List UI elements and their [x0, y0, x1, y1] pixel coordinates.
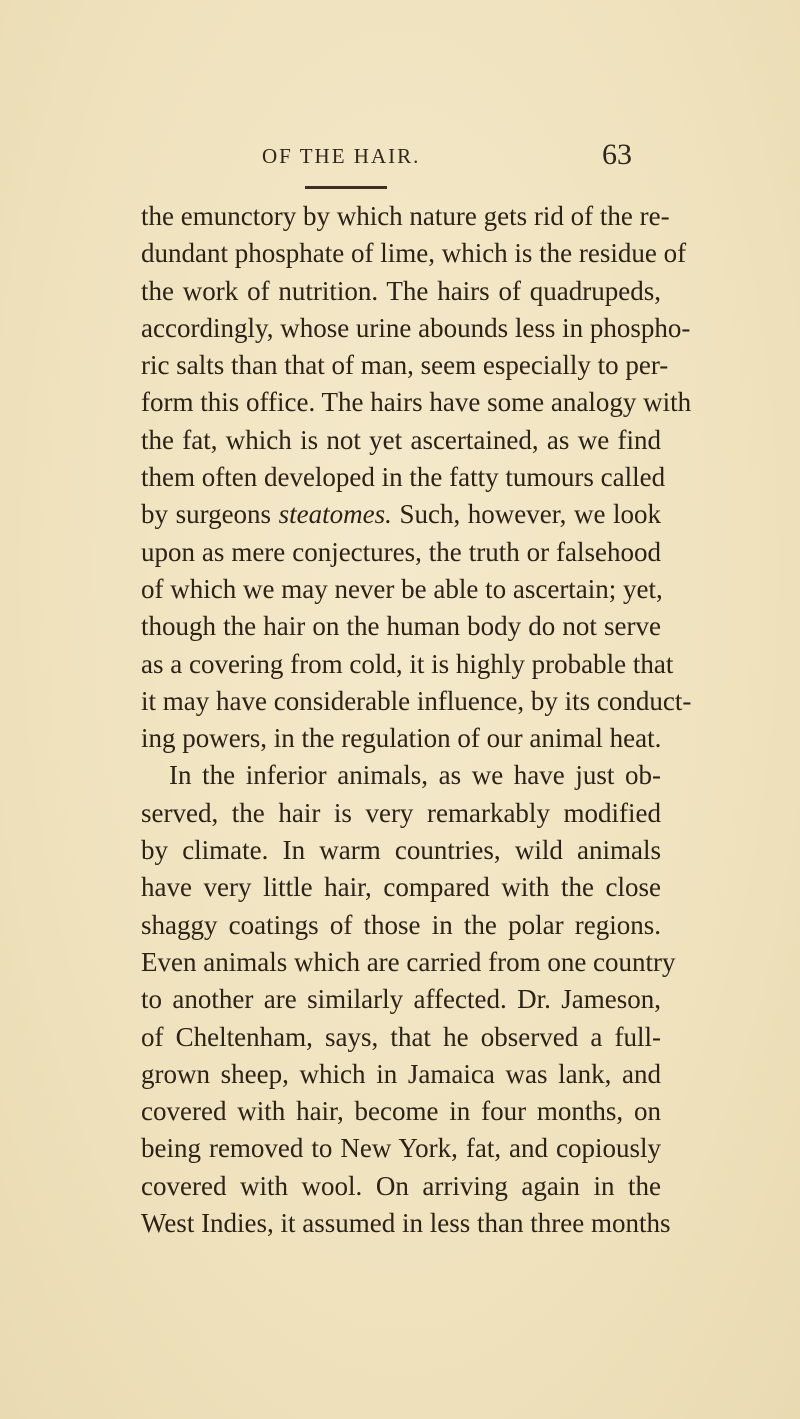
text-line-11: of which we may never be able to ascertain; yet,: [141, 573, 663, 604]
text-line-15: ing powers, in the regulation of our animal heat.: [141, 723, 662, 754]
text-line-7: the fat, which is not yet ascertained, as we find: [141, 424, 661, 455]
text-line-9-start: by surgeons: [141, 499, 272, 530]
text-line-2: dundant phosphate of lime, which is the residue of: [141, 238, 687, 269]
text-line-16: In the inferior animals, as we have just ob-: [169, 760, 661, 791]
text-line-21: Even animals which are carried from one country: [141, 946, 676, 977]
text-line-1: the emunctory by which nature gets rid of the re-: [141, 201, 670, 231]
text-line-17: served, the hair is very remarkably modified: [141, 797, 661, 828]
text-line-26: being removed to New York, fat, and copiously: [141, 1133, 661, 1164]
running-head: [0, 138, 800, 174]
text-line-14: it may have considerable influence, by its conduct-: [141, 685, 692, 716]
text-line-20: shaggy coatings of those in the polar regions.: [141, 909, 661, 940]
text-line-23: of Cheltenham, says, that he observed a full-: [141, 1021, 661, 1052]
text-line-27: covered with wool. On arriving again in the: [141, 1170, 661, 1201]
header-rule: [305, 186, 387, 189]
text-line-24: grown sheep, which in Jamaica was lank, and: [141, 1058, 661, 1089]
body-text: [141, 198, 692, 1242]
running-title: OF THE HAIR.: [262, 144, 421, 168]
text-line-13: as a covering from cold, it is highly probable that: [141, 648, 674, 679]
text-line-28: West Indies, it assumed in less than three months: [141, 1208, 671, 1239]
text-line-10: upon as mere conjectures, the truth or falsehood: [141, 536, 661, 567]
text-line-6: form this office. The hairs have some analogy with: [141, 387, 692, 418]
text-line-5: ric salts than that of man, seem especially to per-: [141, 350, 669, 381]
text-line-22: to another are similarly affected. Dr. Jameson,: [141, 984, 661, 1015]
text-line-4: accordingly, whose urine abounds less in phospho-: [141, 312, 691, 343]
text-line-9-end: Such, however, we look: [399, 499, 661, 530]
text-line-25: covered with hair, become in four months, on: [141, 1096, 661, 1127]
text-line-3: the work of nutrition. The hairs of quadrupeds,: [141, 275, 661, 306]
italic-term: steatomes.: [278, 499, 392, 530]
page-number: 63: [602, 138, 632, 171]
text-line-9: [141, 496, 661, 533]
text-line-12: though the hair on the human body do not serve: [141, 611, 661, 642]
text-line-19: have very little hair, compared with the close: [141, 872, 661, 903]
text-line-18: by climate. In warm countries, wild animals: [141, 835, 661, 866]
text-line-8: them often developed in the fatty tumours called: [141, 462, 666, 493]
